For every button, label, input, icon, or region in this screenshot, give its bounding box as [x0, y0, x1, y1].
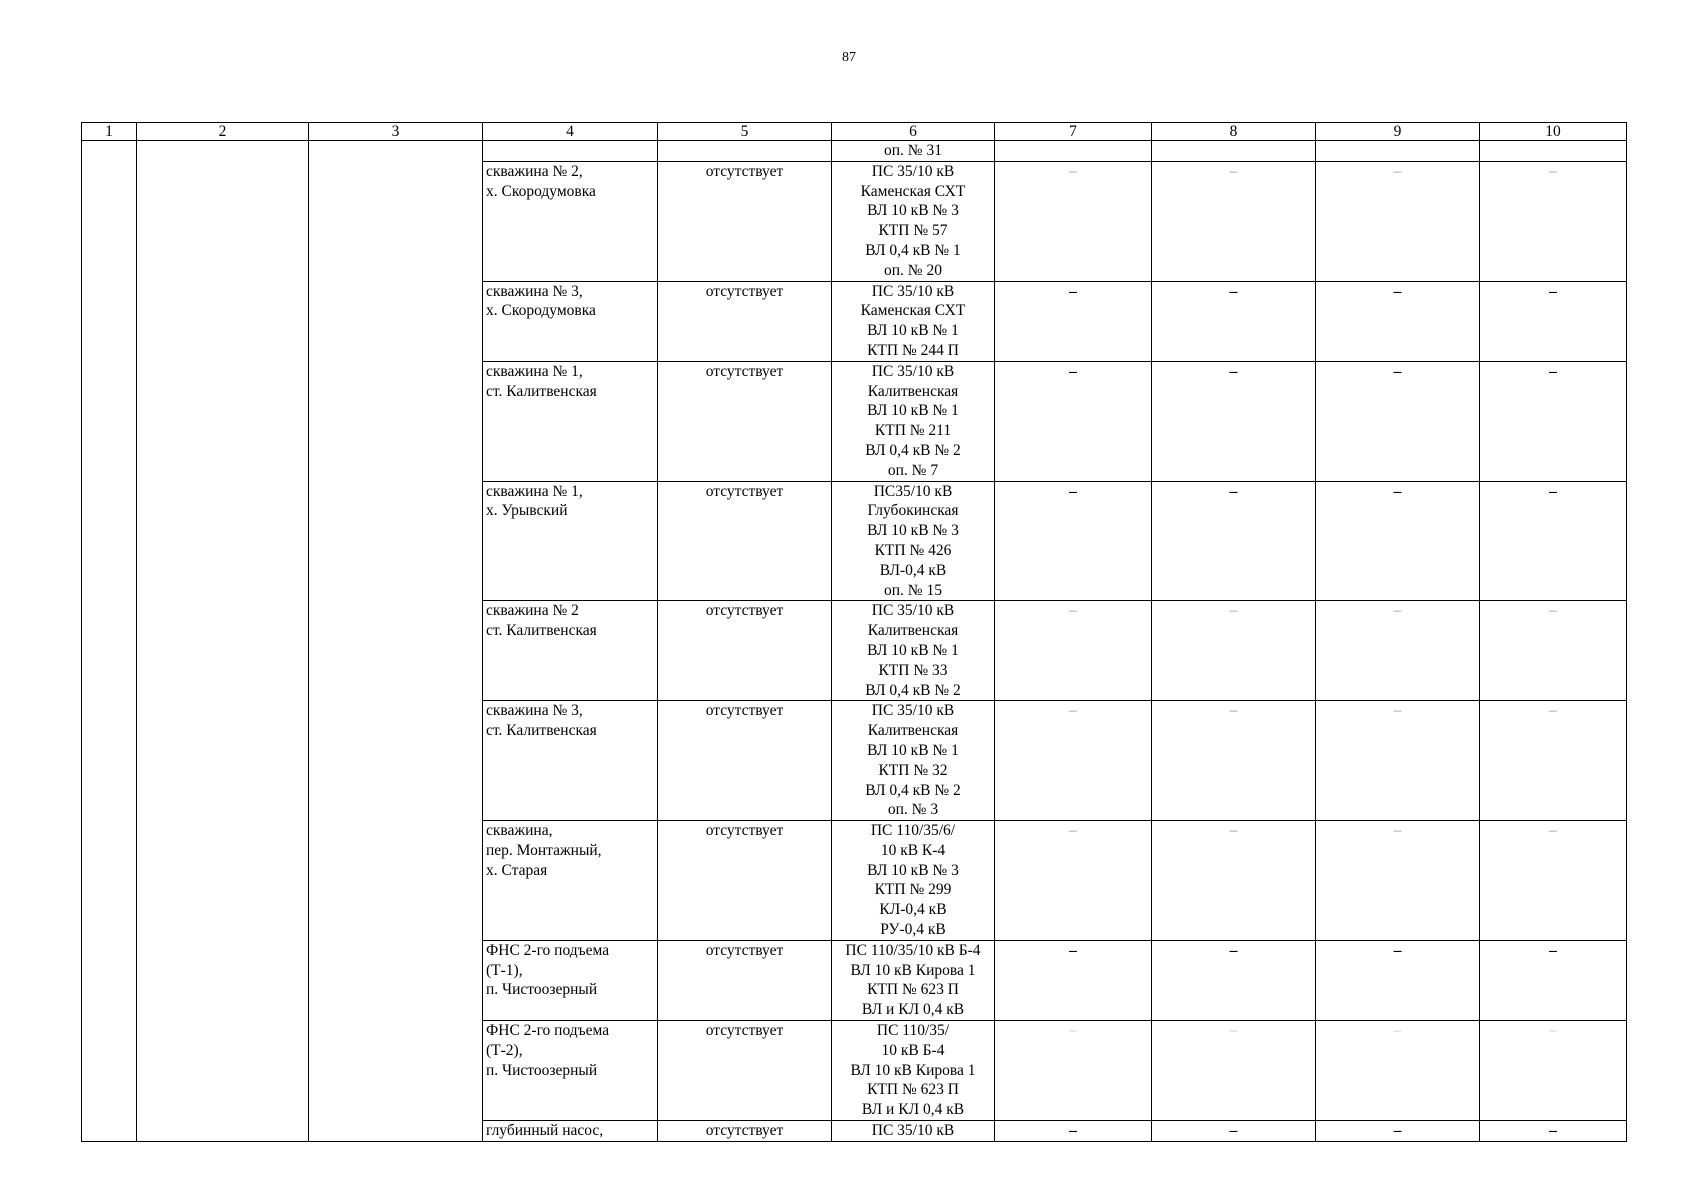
cell-col9	[1316, 821, 1480, 941]
power-source-line: Глубокинская	[867, 502, 959, 520]
cell-col8	[1152, 141, 1316, 162]
cell-col8	[1152, 361, 1316, 481]
dash-mark: –	[1069, 702, 1077, 720]
cell-facility	[483, 141, 658, 162]
cell-col7	[995, 940, 1152, 1020]
cell-col9	[1316, 361, 1480, 481]
cell-col8	[1152, 601, 1316, 701]
dash-mark: –	[1393, 362, 1402, 380]
cell-power-source	[832, 601, 995, 701]
cell-col9	[1316, 601, 1480, 701]
dash-mark: –	[1393, 822, 1402, 840]
page-number: 87	[842, 50, 856, 65]
dash-mark: –	[1069, 282, 1077, 300]
dash-mark: –	[1229, 482, 1238, 500]
facility-line: ст. Калитвенская	[486, 382, 597, 400]
cell-col8	[1152, 821, 1316, 941]
cell-col7	[995, 141, 1152, 162]
cell-status	[658, 141, 832, 162]
cell-col7	[995, 821, 1152, 941]
cell-facility	[483, 481, 658, 601]
cell-status: отсутствует	[658, 601, 832, 701]
power-source-line: КТП № 33	[878, 661, 948, 679]
power-source-line: ВЛ 0,4 кВ № 2	[865, 681, 961, 699]
dash-mark: –	[1229, 1022, 1238, 1040]
dash-mark: –	[1069, 1022, 1077, 1040]
power-source-line: 10 кВ Б-4	[881, 1041, 945, 1059]
cell-col8	[1152, 940, 1316, 1020]
cell-facility	[483, 1021, 658, 1121]
dash-mark: –	[1549, 702, 1557, 720]
power-source-line: ВЛ 10 кВ № 1	[867, 641, 959, 659]
power-source-line: КТП № 57	[878, 222, 948, 240]
header-cell: 7	[995, 123, 1152, 141]
cell-power-source	[832, 1021, 995, 1121]
cell-status: отсутствует	[658, 821, 832, 941]
header-cell: 3	[309, 123, 483, 141]
facility-line: ФНС 2-го подъема	[486, 1022, 610, 1040]
facility-line: скважина № 1,	[486, 482, 583, 500]
cell-status: отсутствует	[658, 481, 832, 601]
cell-facility	[483, 601, 658, 701]
table-header-row	[82, 123, 1627, 141]
power-source-line: Калитвенская	[867, 622, 959, 640]
power-source-line: ВЛ 10 кВ № 3	[867, 861, 959, 879]
power-source-line: оп. № 3	[887, 801, 939, 819]
cell-status: отсутствует	[658, 701, 832, 821]
cell-power-source	[832, 701, 995, 821]
cell-status: отсутствует	[658, 940, 832, 1020]
power-source-line: ПС 35/10 кВ	[871, 602, 955, 620]
dash-mark: –	[1549, 162, 1557, 180]
cell-col7	[995, 481, 1152, 601]
power-source-line: ВЛ 10 кВ Кирова 1	[850, 1061, 976, 1079]
power-source-line: КТП № 426	[874, 541, 952, 559]
facility-line: п. Чистоозерный	[486, 1061, 598, 1079]
header-cell: 8	[1152, 123, 1316, 141]
facility-line: ФНС 2-го подъема	[486, 941, 610, 959]
power-source-line: ВЛ-0,4 кВ	[879, 561, 947, 579]
dash-mark: –	[1229, 822, 1238, 840]
cell-col8	[1152, 481, 1316, 601]
power-source-line: ПС 35/10 кВ	[871, 1122, 955, 1140]
cell-col10	[1480, 481, 1627, 601]
table-row-continuation	[82, 141, 1627, 162]
facility-line: глубинный насос,	[486, 1122, 604, 1140]
cell-power-source	[832, 161, 995, 281]
facility-line: скважина,	[486, 822, 553, 840]
power-source-line: оп. № 20	[884, 261, 942, 279]
dash-mark: –	[1549, 282, 1557, 300]
cell-facility	[483, 361, 658, 481]
power-source-line: 10 кВ К-4	[880, 841, 946, 859]
cell-status: отсутствует	[658, 361, 832, 481]
dash-mark: –	[1229, 362, 1238, 380]
cell-col9	[1316, 1121, 1480, 1142]
power-source-line: КТП № 299	[874, 881, 952, 899]
cell-power-source	[832, 481, 995, 601]
cell-col8	[1152, 1121, 1316, 1142]
cell-col7	[995, 281, 1152, 361]
cell-power-source	[832, 281, 995, 361]
facility-line: скважина № 3,	[486, 702, 583, 720]
cell-status: отсутствует	[658, 1121, 832, 1142]
cell-col9	[1316, 281, 1480, 361]
cell-col7	[995, 1121, 1152, 1142]
facility-line: х. Скородумовка	[486, 302, 596, 320]
dash-mark: –	[1393, 1122, 1402, 1140]
facility-line: скважина № 2	[486, 602, 579, 620]
power-source-line: КЛ-0,4 кВ	[879, 901, 947, 919]
power-source-line: Калитвенская	[867, 722, 959, 740]
cell-col10	[1480, 940, 1627, 1020]
power-source-line: ПС 35/10 кВ	[871, 162, 955, 180]
cell-col7	[995, 601, 1152, 701]
dash-mark: –	[1069, 362, 1077, 380]
cell-col10	[1480, 701, 1627, 821]
power-source-line: РУ-0,4 кВ	[880, 921, 946, 939]
dash-mark: –	[1549, 822, 1557, 840]
cell-facility	[483, 1121, 658, 1142]
dash-mark: –	[1393, 941, 1402, 959]
power-source-line: ПС35/10 кВ	[873, 482, 953, 500]
dash-mark: –	[1069, 162, 1077, 180]
dash-mark: –	[1549, 602, 1557, 620]
facility-line: х. Старая	[486, 861, 548, 879]
header-cell: 9	[1316, 123, 1480, 141]
dash-mark: –	[1393, 1022, 1402, 1040]
facility-line: пер. Монтажный,	[486, 841, 602, 859]
power-source-line: ПС 110/35/	[876, 1022, 950, 1040]
power-source-line: КТП № 623 П	[867, 1081, 959, 1099]
cell-facility	[483, 701, 658, 821]
header-cell: 10	[1480, 123, 1627, 141]
power-source-line: ПС 35/10 кВ	[871, 362, 955, 380]
cell-col7	[995, 701, 1152, 821]
header-cell: 1	[82, 123, 137, 141]
cell-facility	[483, 281, 658, 361]
power-source-line: КТП № 211	[874, 422, 952, 440]
cell-col10	[1480, 161, 1627, 281]
header-cell: 6	[832, 123, 995, 141]
cell-facility	[483, 940, 658, 1020]
merged-cell-col3	[309, 141, 483, 1142]
dash-mark: –	[1069, 602, 1077, 620]
power-source-line: ВЛ 10 кВ № 1	[867, 741, 959, 759]
power-source-line: оп. № 7	[887, 461, 939, 479]
cell-col10	[1480, 361, 1627, 481]
cell-col7	[995, 361, 1152, 481]
power-source-line: КТП № 623 П	[867, 981, 959, 999]
cell-power-source	[832, 821, 995, 941]
dash-mark: –	[1549, 362, 1557, 380]
power-source-line: оп. № 15	[884, 581, 942, 599]
dash-mark: –	[1549, 482, 1557, 500]
cell-facility	[483, 161, 658, 281]
dash-mark: –	[1229, 282, 1238, 300]
power-source-line: ПС 35/10 кВ	[871, 282, 955, 300]
cell-power-source	[832, 940, 995, 1020]
power-source-line: Каменская СХТ	[860, 182, 966, 200]
facility-line: скважина № 2,	[486, 162, 583, 180]
dash-mark: –	[1549, 1022, 1557, 1040]
dash-mark: –	[1393, 702, 1402, 720]
power-source-line: ВЛ 0,4 кВ № 2	[865, 441, 961, 459]
dash-mark: –	[1069, 1122, 1077, 1140]
power-source-line: ВЛ и КЛ 0,4 кВ	[861, 1001, 965, 1019]
facility-line: (Т-2),	[486, 1041, 523, 1059]
facility-line: х. Урывский	[486, 502, 568, 520]
merged-cell-col2	[137, 141, 309, 1142]
power-source-line: ВЛ и КЛ 0,4 кВ	[861, 1101, 965, 1119]
cell-col9	[1316, 701, 1480, 821]
cell-col8	[1152, 161, 1316, 281]
cell-power-source	[832, 361, 995, 481]
cell-col7	[995, 1021, 1152, 1121]
power-source-line: оп. № 31	[884, 142, 942, 159]
infrastructure-table	[81, 122, 1627, 1142]
dash-mark: –	[1393, 482, 1402, 500]
dash-mark: –	[1229, 1122, 1238, 1140]
cell-col9	[1316, 161, 1480, 281]
cell-col10	[1480, 281, 1627, 361]
dash-mark: –	[1549, 1122, 1557, 1140]
dash-mark: –	[1069, 941, 1077, 959]
cell-col10	[1480, 601, 1627, 701]
dash-mark: –	[1069, 482, 1077, 500]
cell-power-source	[832, 141, 995, 162]
cell-facility	[483, 821, 658, 941]
facility-line: ст. Калитвенская	[486, 722, 597, 740]
cell-col10	[1480, 1021, 1627, 1121]
cell-col10	[1480, 1121, 1627, 1142]
power-source-line: ПС 110/35/6/	[870, 822, 956, 840]
dash-mark: –	[1393, 282, 1402, 300]
power-source-line: ВЛ 0,4 кВ № 2	[865, 781, 961, 799]
merged-cell-col1	[82, 141, 137, 1142]
cell-col8	[1152, 281, 1316, 361]
power-source-line: ВЛ 10 кВ Кирова 1	[850, 961, 976, 979]
power-source-line: Калитвенская	[867, 382, 959, 400]
dash-mark: –	[1393, 162, 1402, 180]
cell-col10	[1480, 821, 1627, 941]
header-cell: 2	[137, 123, 309, 141]
cell-col8	[1152, 701, 1316, 821]
dash-mark: –	[1069, 822, 1077, 840]
dash-mark: –	[1393, 602, 1402, 620]
power-source-line: ВЛ 10 кВ № 1	[867, 322, 959, 340]
cell-power-source	[832, 1121, 995, 1142]
power-source-line: ВЛ 10 кВ № 1	[867, 402, 959, 420]
cell-col9	[1316, 1021, 1480, 1121]
facility-line: скважина № 1,	[486, 362, 583, 380]
power-source-line: Каменская СХТ	[860, 302, 966, 320]
power-source-line: ВЛ 0,4 кВ № 1	[865, 241, 961, 259]
cell-col8	[1152, 1021, 1316, 1121]
dash-mark: –	[1229, 602, 1238, 620]
cell-col9	[1316, 141, 1480, 162]
dash-mark: –	[1229, 702, 1238, 720]
cell-col10	[1480, 141, 1627, 162]
power-source-line: КТП № 32	[878, 761, 948, 779]
facility-line: х. Скородумовка	[486, 182, 596, 200]
power-source-line: ПС 110/35/10 кВ Б-4	[845, 941, 981, 959]
facility-line: п. Чистоозерный	[486, 981, 598, 999]
power-source-line: ВЛ 10 кВ № 3	[867, 522, 959, 540]
cell-col9	[1316, 481, 1480, 601]
dash-mark: –	[1229, 941, 1238, 959]
header-cell: 4	[483, 123, 658, 141]
power-source-line: КТП № 244 П	[867, 341, 959, 359]
facility-line: скважина № 3,	[486, 282, 583, 300]
power-source-line: ВЛ 10 кВ № 3	[867, 202, 959, 220]
dash-mark: –	[1549, 941, 1557, 959]
dash-mark: –	[1229, 162, 1238, 180]
cell-col7	[995, 161, 1152, 281]
cell-status: отсутствует	[658, 281, 832, 361]
cell-col9	[1316, 940, 1480, 1020]
facility-line: (Т-1),	[486, 961, 523, 979]
facility-line: ст. Калитвенская	[486, 622, 597, 640]
cell-status: отсутствует	[658, 161, 832, 281]
cell-status: отсутствует	[658, 1021, 832, 1121]
header-cell: 5	[658, 123, 832, 141]
power-source-line: ПС 35/10 кВ	[871, 702, 955, 720]
